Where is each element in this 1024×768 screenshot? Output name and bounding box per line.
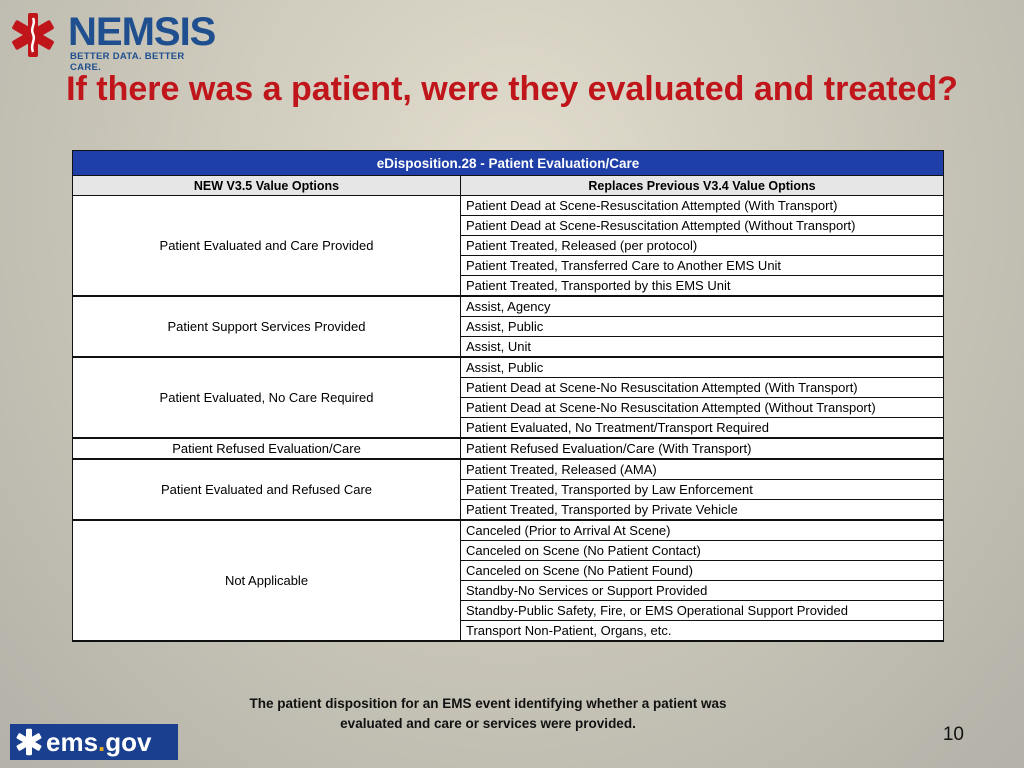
previous-value-option: Standby-Public Safety, Fire, or EMS Operational Support Provided	[461, 601, 944, 621]
previous-value-option: Canceled (Prior to Arrival At Scene)	[461, 520, 944, 541]
table-header: eDisposition.28 - Patient Evaluation/Care	[73, 151, 944, 176]
nemsis-logo	[8, 8, 218, 73]
new-value-option: Patient Evaluated and Care Provided	[73, 196, 461, 297]
logo-wordmark: NEMSIS	[68, 10, 216, 54]
new-value-option: Not Applicable	[73, 520, 461, 641]
ems-gov-wordmark: ems.gov	[46, 727, 152, 757]
previous-value-option: Transport Non-Patient, Organs, etc.	[461, 621, 944, 642]
previous-value-option: Patient Dead at Scene-Resuscitation Attempted (With Transport)	[461, 196, 944, 216]
new-value-option: Patient Evaluated and Refused Care	[73, 459, 461, 520]
previous-value-option: Patient Treated, Transported by this EMS Unit	[461, 276, 944, 297]
table-row	[73, 296, 944, 317]
previous-value-option: Patient Treated, Released (AMA)	[461, 459, 944, 480]
previous-value-option: Patient Dead at Scene-Resuscitation Attempted (Without Transport)	[461, 216, 944, 236]
column-header-old: Replaces Previous V3.4 Value Options	[461, 176, 944, 196]
previous-value-option: Patient Dead at Scene-No Resuscitation Attempted (Without Transport)	[461, 398, 944, 418]
previous-value-option: Patient Treated, Transported by Private Vehicle	[461, 500, 944, 521]
star-of-life-icon	[14, 727, 44, 757]
previous-value-option: Patient Dead at Scene-No Resuscitation Attempted (With Transport)	[461, 378, 944, 398]
table-row	[73, 357, 944, 378]
previous-value-option: Patient Evaluated, No Treatment/Transport Required	[461, 418, 944, 439]
logo-tagline: BETTER DATA. BETTER CARE.	[70, 51, 185, 73]
previous-value-option: Assist, Agency	[461, 296, 944, 317]
ems-gov-logo	[10, 724, 178, 760]
disposition-table	[72, 150, 944, 642]
star-of-life-icon	[8, 10, 58, 60]
table-row	[73, 438, 944, 459]
page-title: If there was a patient, were they evaluated and treated?	[66, 70, 958, 108]
previous-value-option: Assist, Public	[461, 317, 944, 337]
previous-value-option: Canceled on Scene (No Patient Found)	[461, 561, 944, 581]
previous-value-option: Canceled on Scene (No Patient Contact)	[461, 541, 944, 561]
previous-value-option: Patient Treated, Transferred Care to Another EMS Unit	[461, 256, 944, 276]
table-row	[73, 196, 944, 216]
table-row	[73, 520, 944, 541]
page-number: 10	[942, 724, 964, 745]
new-value-option: Patient Refused Evaluation/Care	[73, 438, 461, 459]
previous-value-option: Assist, Unit	[461, 337, 944, 358]
previous-value-option: Patient Treated, Transported by Law Enforcement	[461, 480, 944, 500]
previous-value-option: Assist, Public	[461, 357, 944, 378]
slide-caption: The patient disposition for an EMS event identifying whether a patient was evaluated and care or services were provided.	[249, 696, 727, 731]
new-value-option: Patient Evaluated, No Care Required	[73, 357, 461, 438]
new-value-option: Patient Support Services Provided	[73, 296, 461, 357]
table-row	[73, 459, 944, 480]
previous-value-option: Standby-No Services or Support Provided	[461, 581, 944, 601]
previous-value-option: Patient Refused Evaluation/Care (With Transport)	[461, 438, 944, 459]
column-header-new: NEW V3.5 Value Options	[73, 176, 461, 196]
previous-value-option: Patient Treated, Released (per protocol)	[461, 236, 944, 256]
